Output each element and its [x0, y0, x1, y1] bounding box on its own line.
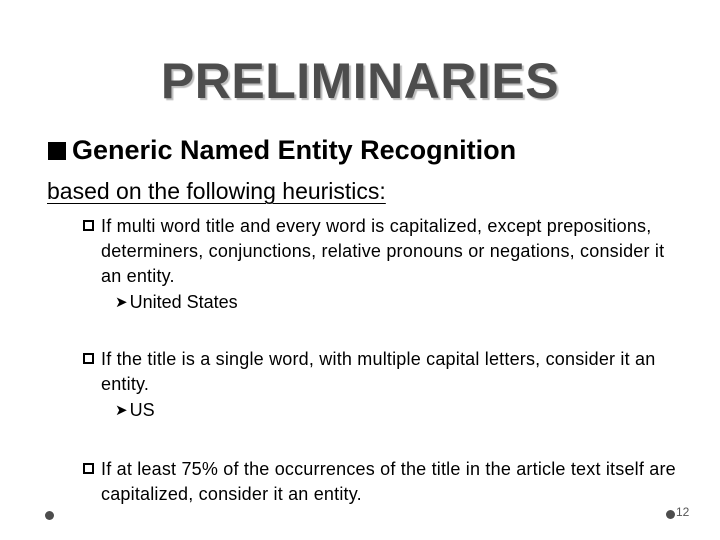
- bullet-item: [83, 457, 683, 507]
- hollow-square-bullet-icon: [83, 353, 94, 364]
- heading-text: Generic Named Entity Recognition: [72, 135, 517, 165]
- arrow-bullet-icon: ➤: [115, 294, 128, 311]
- decorative-dot: [666, 510, 675, 519]
- decorative-dot: [45, 511, 54, 520]
- example-item: [115, 397, 683, 424]
- hollow-square-bullet-icon: [83, 463, 94, 474]
- slide-title: PRELIMINARIES: [160, 53, 560, 109]
- example-text: United States: [129, 292, 238, 312]
- square-bullet-icon: [48, 142, 66, 160]
- example-text: US: [129, 400, 155, 420]
- subheading: based on the following heuristics:: [47, 178, 386, 204]
- page-number: 12: [676, 505, 690, 519]
- bullet-item: [83, 214, 683, 316]
- heading: [48, 133, 516, 167]
- arrow-bullet-icon: ➤: [115, 402, 128, 419]
- bullet-text: If the title is a single word, with multiple capital letters, consider it an entity.: [101, 349, 656, 394]
- bullet-text: If multi word title and every word is capitalized, except prepositions, determiners, conjunctions, relative pronouns or negations, consider it an entity.: [101, 216, 665, 286]
- example-item: [115, 289, 683, 316]
- bullet-text: If at least 75% of the occurrences of the title in the article text itself are capitalized, consider it an entity.: [101, 459, 676, 504]
- hollow-square-bullet-icon: [83, 220, 94, 231]
- bullet-item: [83, 347, 683, 424]
